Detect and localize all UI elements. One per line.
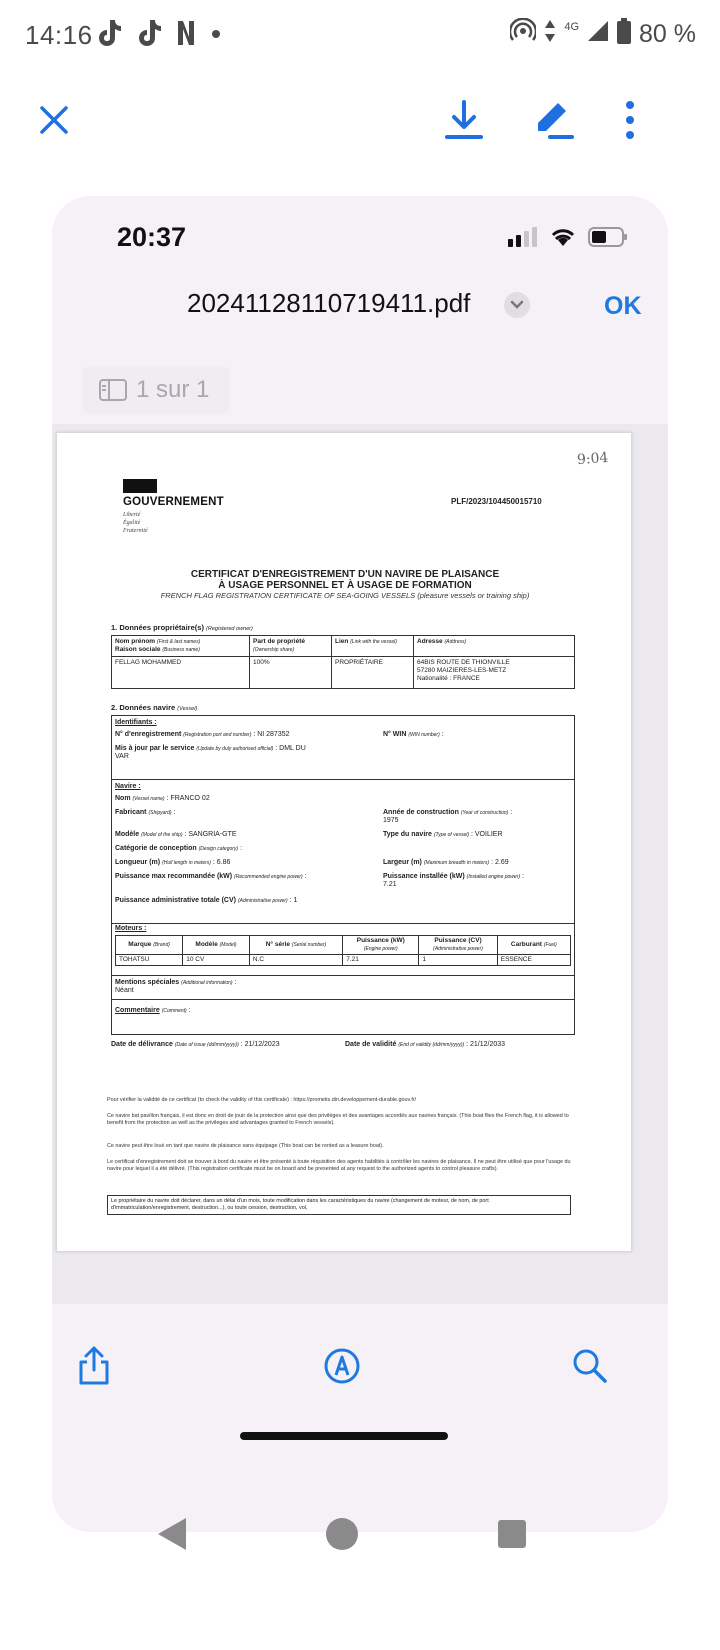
notification-dot-icon	[210, 27, 222, 45]
search-button[interactable]	[570, 1346, 610, 1386]
update-field: Mis à jour par le service (Update by duly authorised official) : DML DU VAR	[115, 745, 306, 760]
power-admin-field: Puissance administrative totale (CV) (Administrative power) : 1	[115, 897, 298, 904]
board-text: Le certificat d'enregistrement doit se trouver à bord du navire et être présenté à toute réquisition des agents habilités à contrôler les navires de plaisance. Il ne peut être utilisé que pour l'usage du navire pour lequel il a été délivré. (This registration certificate must be on board and be presented at any request to the authorized agents to control pleasure crafts).	[107, 1159, 571, 1172]
section-owner-title: 1. Données propriétaire(s) (Registered owner)	[111, 623, 253, 632]
check-validity-text: Pour vérifier la validité de ce certificat (to check the validity of this certificate) : https://prometis.din.developpement-durable.gouv.fr/	[107, 1097, 417, 1103]
share-icon	[77, 1346, 111, 1386]
markup-icon	[323, 1347, 361, 1385]
tiktok-icon	[96, 18, 122, 53]
ios-time: 20:37	[117, 222, 187, 252]
screenshot-image	[52, 196, 668, 1532]
section-vessel-title: 2. Données navire (Vessel)	[111, 703, 198, 712]
government-logo	[123, 479, 224, 535]
home-button[interactable]	[312, 1504, 372, 1564]
navire-label: Navire :	[115, 783, 141, 790]
ios-signal-icon	[508, 227, 538, 252]
win-field: N° WIN (WIN number) :	[383, 731, 444, 738]
handwritten-note: 9:04	[576, 449, 609, 469]
edit-button[interactable]	[526, 92, 582, 148]
reference-number: PLF/2023/104450015710	[451, 497, 542, 506]
close-icon	[38, 104, 70, 136]
status-time: 14:16	[25, 20, 93, 50]
close-button[interactable]	[26, 92, 82, 148]
markup-button[interactable]	[322, 1346, 362, 1386]
vessel-name-field: Nom (Vessel name) : FRANCO 02	[115, 795, 210, 802]
owner-notice: Le propriétaire du navire doit déclarer, dans un délai d'un mois, toute modification dans les caractéristiques du navire (changement de moteur, de nom, de port d'immatriculation/enregistrement, destruction...), ou toute cession, destruction, vol,	[107, 1195, 571, 1215]
ios-wifi-icon	[550, 227, 576, 252]
type-field: Type du navire (Type of vessel) : VOILIER	[383, 831, 503, 838]
page-indicator[interactable]	[82, 366, 230, 414]
table-header: Nom prénom (First & last names) Raison sociale (Business name) Part de propriété (Ownership share) Lien (Link with the vessel) Adresse (Address)	[112, 636, 575, 657]
table-row: TOHATSU 10 CV N.C 7.21 1 ESSENCE	[116, 955, 571, 966]
issue-date-field: Date de délivrance (Date of issue (dd/mm/yyyy)) : 21/12/2023	[111, 1041, 280, 1048]
owner-table	[111, 635, 575, 689]
ios-status-bar	[52, 196, 668, 276]
app-toolbar	[0, 92, 720, 162]
comment-field: Commentaire (Comment) :	[115, 1007, 191, 1014]
special-field: Mentions spéciales (Additional information) : Néant	[115, 979, 237, 994]
model-field: Modèle (Model of the ship) : SANGRIA-GTE	[115, 831, 237, 838]
validity-date-field: Date de validité (End of validity (dd/mm/yyyy)) : 21/12/2033	[345, 1041, 506, 1048]
ios-battery-icon	[588, 226, 628, 253]
power-installed-field: Puissance installée (kW) (Installed engine power) : 7.21	[383, 873, 524, 888]
signal-icon	[587, 19, 609, 50]
back-icon	[156, 1516, 188, 1552]
hotspot-icon	[510, 18, 536, 51]
netflix-icon	[176, 19, 196, 52]
network-type: 4G	[564, 20, 580, 33]
engine-table	[115, 935, 571, 966]
search-icon	[572, 1348, 608, 1384]
width-field: Largeur (m) (Maximum breadth in meters) : 2.69	[383, 859, 509, 866]
tiktok-icon	[136, 18, 162, 53]
page-indicator-label: 1 sur 1	[136, 376, 210, 403]
gov-motto: Liberté Égalité Fraternité	[123, 512, 148, 534]
battery-percent: 80 %	[639, 20, 696, 48]
design-category-field: Catégorie de conception (Design category) :	[115, 845, 243, 852]
home-icon	[324, 1516, 360, 1552]
gov-name: GOUVERNEMENT	[123, 496, 224, 508]
download-icon	[444, 99, 484, 141]
power-max-field: Puissance max recommandée (kW) (Recommended engine power) :	[115, 873, 307, 880]
flag-text: Ce navire bat pavillon français, il est donc en droit de jouir de la protection ainsi que des privilèges et des avantages accordés aux navires français. (This boat flies the French flag, it is allowed to benefit from the protection as well as the privileges and advantages granted to French vessels).	[107, 1113, 569, 1126]
sidebar-icon	[98, 378, 128, 402]
pdf-page	[56, 432, 632, 1252]
battery-icon	[617, 18, 631, 51]
data-arrows-icon	[544, 18, 556, 51]
recents-button[interactable]	[482, 1504, 542, 1564]
more-button[interactable]	[602, 92, 658, 148]
table-header: Marque (Brand) Modèle (Model) N° série (Serial number) Puissance (kW) (Engine power) Puissance (CV) (Administrative power) Carburant (Fuel)	[116, 936, 571, 955]
registration-field: N° d'enregistrement (Registration port and number) : NI 287352	[115, 731, 290, 738]
identifiants-label: Identifiants :	[115, 719, 157, 726]
document-viewer[interactable]	[52, 424, 668, 1304]
file-name: 20241128110719411.pdf	[187, 288, 471, 318]
edit-icon	[532, 99, 576, 141]
back-button[interactable]	[142, 1504, 202, 1564]
status-bar	[0, 0, 720, 72]
download-button[interactable]	[436, 92, 492, 148]
home-indicator	[240, 1432, 448, 1440]
moteurs-label: Moteurs :	[115, 925, 147, 932]
ok-button[interactable]: OK	[604, 292, 642, 320]
table-row: FELLAG MOHAMMED 100% PROPRIÉTAIRE 64BIS ROUTE DE THIONVILLE 57280 MAIZIERES-LES-METZ Nationalité : FRANCE	[112, 657, 575, 689]
rent-text: Ce navire peut être loué en tant que navire de plaisance sans équipage (This boat can be rented as a leasure boat).	[107, 1143, 384, 1149]
length-field: Longueur (m) (Hull length in meters) : 6.86	[115, 859, 231, 866]
share-button[interactable]	[74, 1346, 114, 1386]
certificate-title: CERTIFICAT D'ENREGISTREMENT D'UN NAVIRE DE PLAISANCE À USAGE PERSONNEL ET À USAGE DE FORMATION FRENCH FLAG REGISTRATION CERTIFICATE OF SEA-GOING VESSELS (pleasure vessels or training ship)	[160, 569, 530, 600]
more-icon	[624, 100, 636, 140]
chevron-down-icon	[510, 300, 524, 310]
maker-field: Fabricant (Shipyard) :	[115, 809, 176, 816]
recents-icon	[496, 1518, 528, 1550]
year-field: Année de construction (Year of construction) : 1975	[383, 809, 513, 824]
title-menu-button[interactable]	[504, 292, 530, 318]
marianne-logo-icon	[123, 479, 157, 493]
